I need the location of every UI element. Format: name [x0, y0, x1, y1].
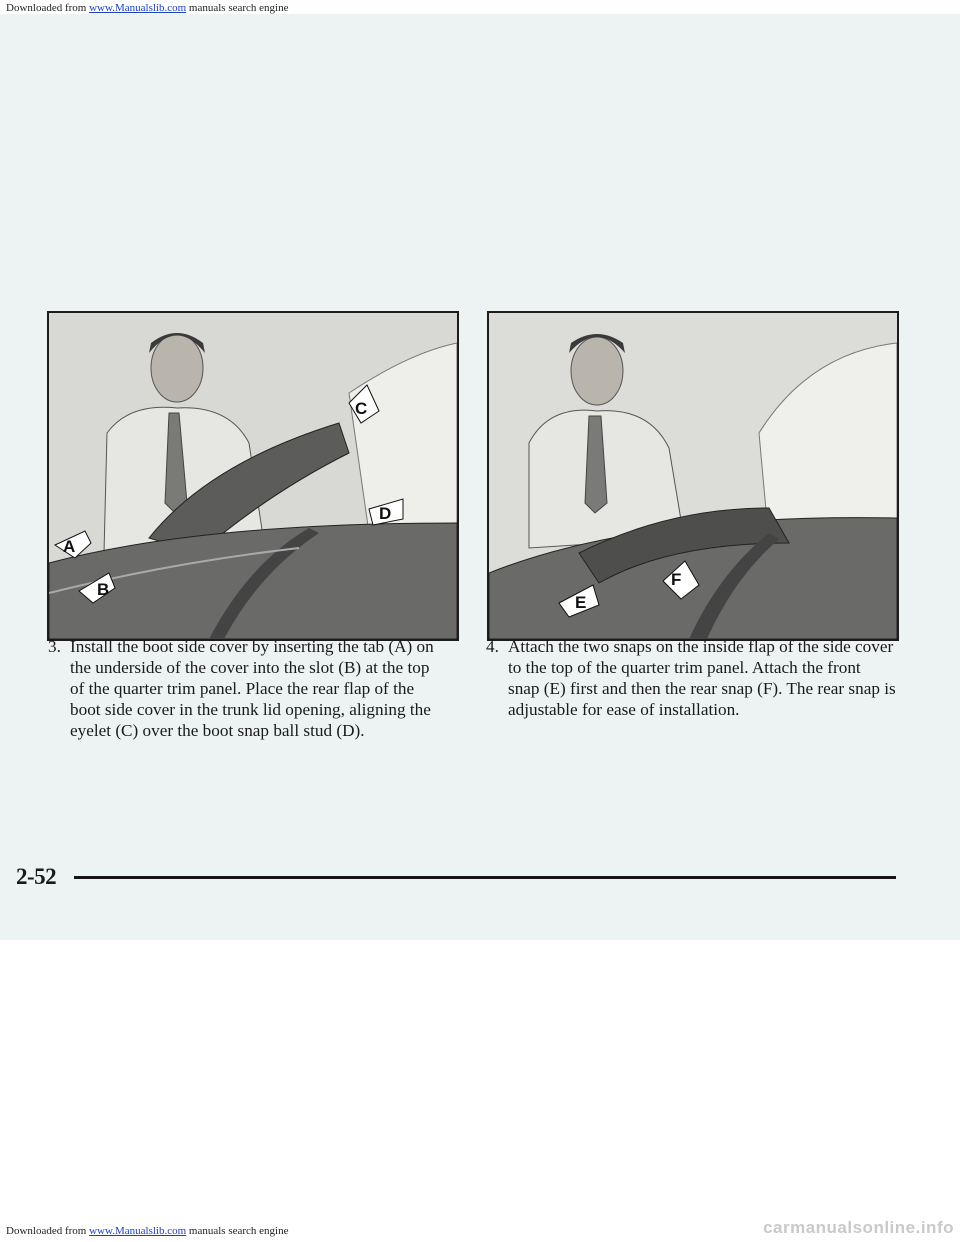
svg-text:A: A — [63, 537, 76, 556]
banner-prefix: Downloaded from — [6, 2, 87, 14]
step-text: Attach the two snaps on the inside flap of the side cover to the top of the quarter trim panel. Attach the front snap (E) first and then the rear snap (F). The rear snap is adjustable for ease of installation. — [508, 637, 896, 719]
top-download-banner — [6, 2, 288, 14]
illustration-step-4 — [489, 313, 897, 639]
footer-rule — [74, 876, 896, 879]
step-4 — [486, 636, 896, 720]
bottom-download-banner — [6, 1225, 288, 1237]
svg-text:C: C — [355, 399, 368, 418]
illustration-step-3 — [49, 313, 457, 639]
figure-install-boot-side-cover — [47, 311, 459, 641]
svg-text:D: D — [379, 504, 392, 523]
step-number: 4. — [486, 637, 499, 656]
step-number: 3. — [48, 637, 61, 656]
step-text: Install the boot side cover by inserting the tab (A) on the underside of the cover into the slot (B) at the top of the quarter trim panel. Place the rear flap of the boot side cover in the trunk lid opening, aligning the eyelet (C) over the boot snap ball stud (D). — [70, 637, 434, 740]
figure-attach-snaps — [487, 311, 899, 641]
step-3 — [48, 636, 448, 741]
banner-prefix: Downloaded from — [6, 1225, 87, 1237]
watermark-logo: carmanualsonline.info — [763, 1218, 954, 1237]
banner-suffix: manuals search engine — [188, 1225, 289, 1237]
svg-text:F: F — [671, 570, 682, 589]
svg-text:E: E — [575, 593, 587, 612]
manualslib-link[interactable]: www.Manualslib.com — [89, 2, 187, 14]
svg-text:B: B — [97, 580, 110, 599]
manualslib-link[interactable]: www.Manualslib.com — [89, 1225, 187, 1237]
page-number: 2-52 — [16, 864, 57, 889]
banner-suffix: manuals search engine — [188, 2, 289, 14]
